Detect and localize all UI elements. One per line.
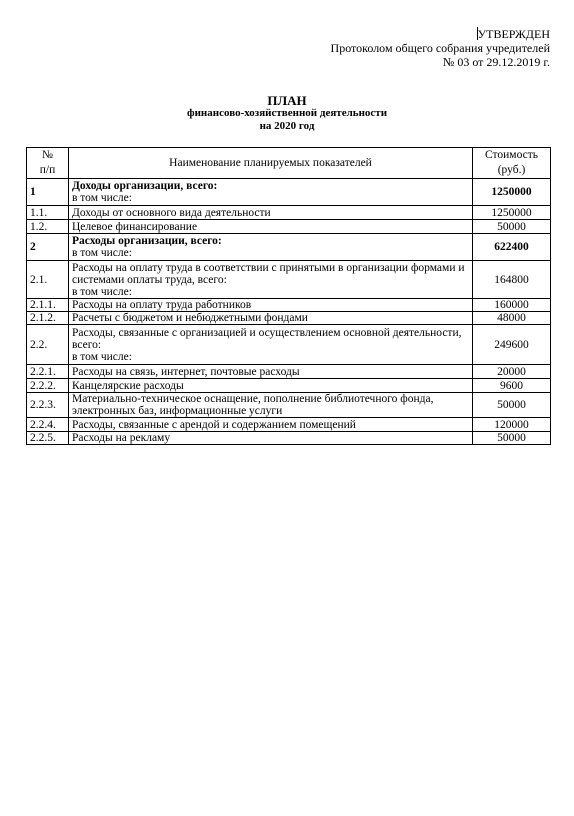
table-row	[27, 432, 551, 445]
header-number-line1: №	[42, 149, 53, 161]
document-year: на 2020 год	[259, 120, 315, 132]
row-description	[69, 393, 473, 418]
row-cost: 622400	[473, 234, 551, 261]
row-description-main: Расходы на связь, интернет, почтовые расходы	[72, 365, 300, 378]
table-row	[27, 312, 551, 325]
row-description	[69, 220, 473, 234]
row-description	[69, 325, 473, 365]
row-number: 2.2.2.	[27, 379, 69, 393]
row-description-main: Расходы организации, всего:	[72, 235, 222, 247]
row-description-sub: в том числе:	[72, 247, 132, 259]
header-cost-line1: Стоимость	[485, 149, 538, 161]
row-description-sub: в том числе:	[72, 285, 132, 298]
row-number: 2.2.4.	[27, 418, 69, 432]
header-number	[27, 148, 69, 179]
row-number: 2	[27, 234, 69, 261]
row-cost: 1250000	[473, 179, 551, 206]
row-number: 2.1.1.	[27, 299, 69, 312]
row-description	[69, 312, 473, 325]
table-row	[27, 299, 551, 312]
row-number: 2.2.3.	[27, 393, 69, 418]
table-body	[27, 179, 551, 445]
row-description	[69, 432, 473, 445]
table-row	[27, 418, 551, 432]
row-cost: 9600	[473, 379, 551, 393]
approval-protocol-number: № 03 от 29.12.2019 г.	[442, 55, 550, 69]
table-row	[27, 379, 551, 393]
table-row	[27, 206, 551, 220]
table-row	[27, 179, 551, 206]
row-description	[69, 206, 473, 220]
table-header-row	[27, 148, 551, 179]
row-description-main: Канцелярские расходы	[72, 379, 184, 392]
row-number: 2.2.	[27, 325, 69, 365]
row-number: 2.2.1.	[27, 365, 69, 379]
document-subtitle: финансово-хозяйственной деятельности	[186, 107, 388, 119]
table-row	[27, 261, 551, 299]
row-cost: 50000	[473, 393, 551, 418]
row-number: 1.2.	[27, 220, 69, 234]
row-description-main: Целевое финансирование	[72, 220, 198, 233]
row-cost: 50000	[473, 220, 551, 234]
row-description-main: Расходы, связанные с арендой и содержанием помещений	[72, 418, 356, 431]
row-cost: 20000	[473, 365, 551, 379]
row-description	[69, 261, 473, 299]
row-number: 1.1.	[27, 206, 69, 220]
header-cost	[473, 148, 551, 179]
row-description-sub: в том числе:	[72, 350, 132, 363]
row-description-main: Расходы на рекламу	[72, 432, 171, 444]
table-row	[27, 234, 551, 261]
row-cost: 120000	[473, 418, 551, 432]
row-cost: 1250000	[473, 206, 551, 220]
row-cost: 164800	[473, 261, 551, 299]
approval-title: УТВЕРЖДЕН	[477, 27, 550, 41]
approval-title-line	[331, 27, 550, 41]
row-description-main: Расходы на оплату труда в соответствии с принятыми в организации формами и системами оплаты труда, всего:	[72, 261, 465, 286]
row-description	[69, 179, 473, 206]
row-description-main: Материально-техническое оснащение, пополнение библиотечного фонда, электронных баз, информационные услуги	[72, 393, 434, 417]
row-description-sub: в том числе:	[72, 192, 132, 204]
table-row	[27, 393, 551, 418]
row-description-main: Доходы от основного вида деятельности	[72, 206, 271, 219]
table-row	[27, 220, 551, 234]
row-number: 2.1.2.	[27, 312, 69, 325]
row-description-main: Расходы на оплату труда работников	[72, 299, 252, 311]
header-name: Наименование планируемых показателей	[69, 148, 473, 179]
row-description	[69, 365, 473, 379]
document-heading	[0, 94, 574, 133]
row-number: 2.2.5.	[27, 432, 69, 445]
row-description	[69, 418, 473, 432]
header-number-line2: п/п	[39, 164, 56, 176]
document-title: ПЛАН	[267, 93, 307, 108]
approval-block	[331, 27, 550, 69]
row-cost: 160000	[473, 299, 551, 312]
approval-protocol: Протоколом общего собрания учредителей	[330, 41, 550, 55]
table-row	[27, 325, 551, 365]
row-description-main: Расходы, связанные с организацией и осуществлением основной деятельности, всего:	[72, 326, 462, 351]
row-description-main: Расчеты с бюджетом и небюджетными фондами	[72, 312, 308, 324]
row-cost: 48000	[473, 312, 551, 325]
plan-table	[26, 147, 551, 445]
row-description	[69, 234, 473, 261]
table-row	[27, 365, 551, 379]
row-cost: 50000	[473, 432, 551, 445]
row-description-main: Доходы организации, всего:	[72, 180, 218, 192]
header-cost-line2: (руб.)	[497, 164, 526, 176]
row-number: 1	[27, 179, 69, 206]
row-number: 2.1.	[27, 261, 69, 299]
row-description	[69, 299, 473, 312]
row-cost: 249600	[473, 325, 551, 365]
row-description	[69, 379, 473, 393]
